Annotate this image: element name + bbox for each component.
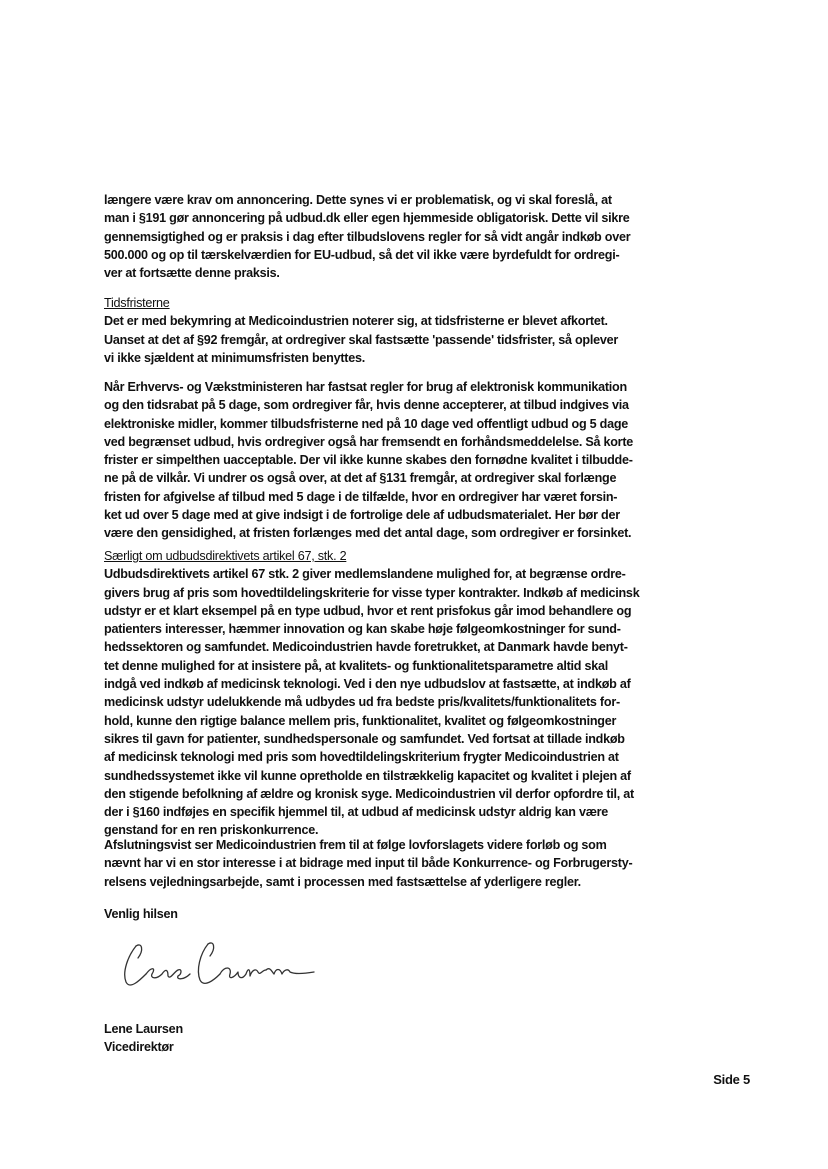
text-line: sundhedssystemet ikke vil kunne opretholde en tilstrækkelig kapacitet og kvalitet i plejen af <box>104 768 631 783</box>
text-line: ved begrænset udbud, hvis ordregiver også har fremsendt en forhåndsmeddelelse. Så korte <box>104 434 634 449</box>
text-line: relsens vejledningsarbejde, samt i processen med fastsættelse af yderligere regler. <box>104 874 581 889</box>
closing-greeting <box>104 905 664 923</box>
text-line: være den gensidighed, at fristen forlænges med det antal dage, som ordregiver er forsinket. <box>104 526 632 541</box>
text-line: Når Erhvervs- og Vækstministeren har fastsat regler for brug af elektronisk kommunikation <box>104 380 627 394</box>
text-line: hedssektoren og samfundet. Medicoindustrien havde foretrukket, at Danmark havde benyt- <box>104 640 628 655</box>
section-heading: Tidsfristerne <box>104 296 170 310</box>
text-line: ket ud over 5 dage med at give indsigt i de fortrolige dele af udbudsmaterialet. Her bør der <box>104 508 620 523</box>
text-line: den stigende befolkning af ældre og kronisk syge. Medicoindustrien vil derfor opfordre til, at <box>104 786 635 801</box>
text-line: indgå ved indkøb af medicinsk teknologi. Ved i den nye udbudslov at fastsætte, at indkøb af <box>104 677 631 692</box>
text-line: gennemsigtighed og er praksis i dag efter tilbudslovens regler for så vidt angår indkøb over <box>104 229 631 244</box>
text-line: af medicinsk teknologi med pris som hovedtildelingskriterium frygter Medicoindustrien at <box>104 750 619 765</box>
section-tidsfrister <box>104 294 664 367</box>
text-line: tet denne mulighed for at insistere på, at kvalitets- og funktionalitetsparametre altid skal <box>104 658 608 673</box>
text-line: ver at fortsætte denne praksis. <box>104 266 280 281</box>
text-line: man i §191 gør annoncering på udbud.dk eller egen hjemmeside obligatorisk. Dette vil sikre <box>104 211 630 226</box>
text-line: genstand for en ren priskonkurrence. <box>104 823 319 838</box>
text-line: og den tidsrabat på 5 dage, som ordregiver får, hvis denne accepterer, at tilbud indgives via <box>104 398 629 413</box>
text-line: nævnt har vi en stor interesse i at bidrage med input til både Konkurrence- og Forbrugersty- <box>104 856 633 871</box>
text-line: givers brug af pris som hovedtildelingskriterie for visse typer kontrakter. Indkøb af medicinsk <box>104 585 640 600</box>
text-line: elektroniske midler, kommer tilbudsfristerne ned på 10 dage ved offentligt udbud og 5 dage <box>104 416 629 431</box>
text-line: vi ikke sjældent at minimumsfristen benyttes. <box>104 350 365 365</box>
text-line: Udbudsdirektivets artikel 67 stk. 2 giver medlemslandene mulighed for, at begrænse ordre- <box>104 567 626 582</box>
text-line: Afslutningsvist ser Medicoindustrien frem til at følge lovforslagets videre forløb og som <box>104 838 607 852</box>
text-line: der i §160 indføjes en specifik hjemmel til, at udbud af medicinsk udstyr aldrig kan være <box>104 805 609 820</box>
text-line: Det er med bekymring at Medicoindustrien noterer sig, at tidsfristerne er blevet afkortet. <box>104 314 608 329</box>
signer-name: Lene Laursen <box>104 1022 183 1036</box>
text-line: ne på de vilkår. Vi undrer os også over, at det af §131 fremgår, at ordregiver skal forlænge <box>104 471 617 486</box>
text-line: fristen for afgivelse af tilbud med 5 dage i de tilfælde, hvor en ordregiver har været forsin- <box>104 489 618 504</box>
text-line: udstyr er et klart eksempel på en type udbud, hvor et rent prisfokus går imod behandlere og <box>104 603 632 618</box>
text-line: Uanset at det af §92 fremgår, at ordregiver skal fastsætte 'passende' tidsfrister, så oplever <box>104 332 619 347</box>
paragraph-annoncering <box>104 191 664 282</box>
paragraph-afslutning <box>104 836 664 891</box>
text-line: frister er simpelthen uacceptable. Der vil ikke kunne skabes den fornødne kvalitet i tilbudde- <box>104 453 633 468</box>
section-artikel-67 <box>104 547 664 840</box>
signer-title: Vicedirektør <box>104 1040 174 1055</box>
page-number: Side 5 <box>713 1072 750 1087</box>
text-line: patienters interesser, hæmmer innovation og kan skabe høje følgeomkostninger for sund- <box>104 622 621 637</box>
text-line: længere være krav om annoncering. Dette synes vi er problematisk, og vi skal foreslå, at <box>104 193 612 207</box>
text-line: hold, kunne den rigtige balance mellem pris, funktionalitet, kvalitet og følgeomkostninger <box>104 713 617 728</box>
paragraph-erhvervs <box>104 378 664 543</box>
handwritten-signature <box>116 936 322 992</box>
text-line: sikres til gavn for patienter, sundhedspersonale og samfundet. Ved fortsat at tillade indkøb <box>104 731 625 746</box>
signer-block <box>104 1020 664 1057</box>
closing-text: Venlig hilsen <box>104 907 178 921</box>
text-line: 500.000 og op til tærskelværdien for EU-udbud, så det vil ikke være byrdefuldt for ordregi- <box>104 247 620 262</box>
section-heading: Særligt om udbudsdirektivets artikel 67, stk. 2 <box>104 549 347 563</box>
text-line: medicinsk udstyr udelukkende må udbydes ud fra bedste pris/kvalitets/funktionalitets for- <box>104 695 620 710</box>
